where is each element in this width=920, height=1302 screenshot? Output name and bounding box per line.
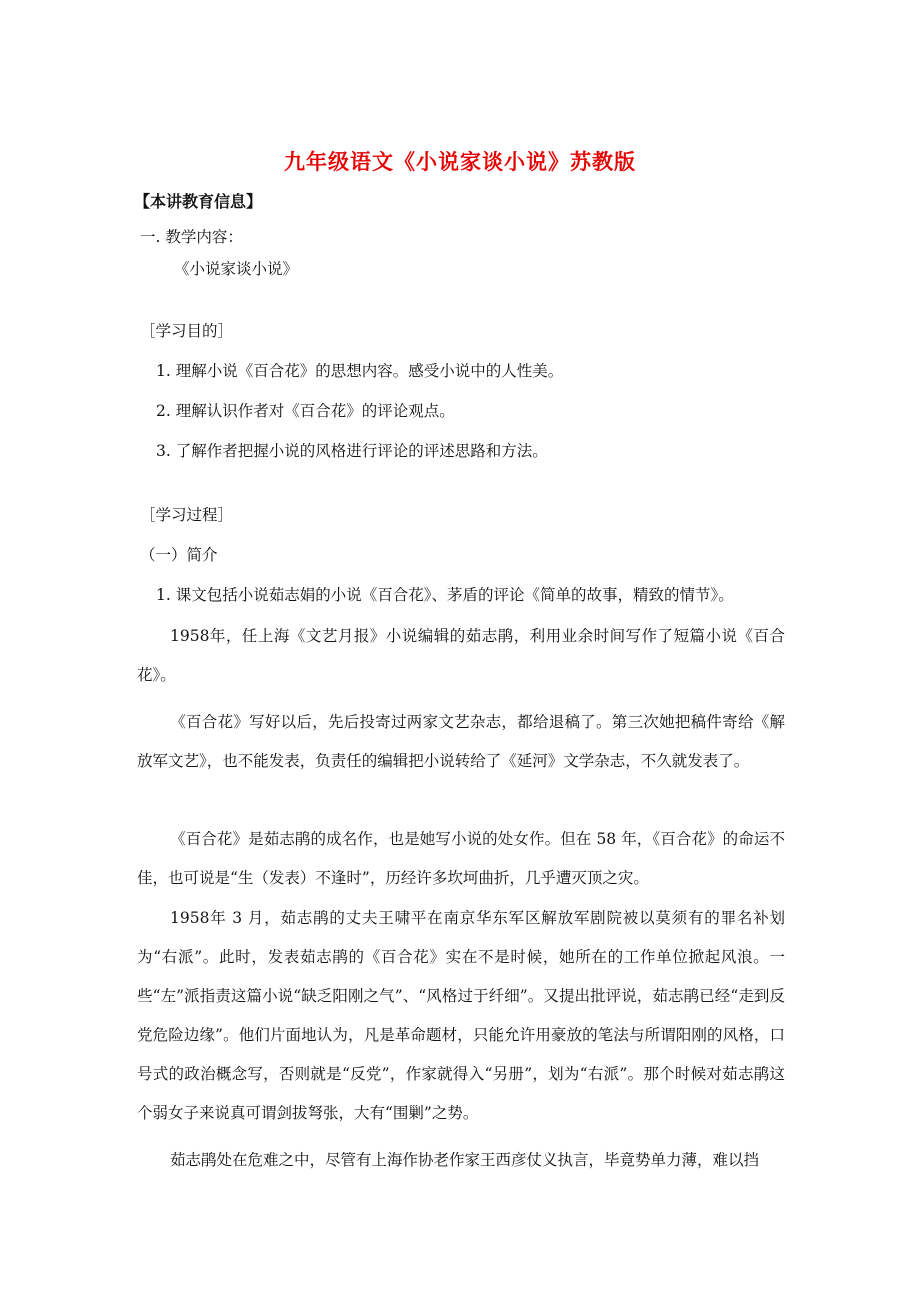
body-paragraph bbox=[137, 1141, 785, 1180]
paragraph-text: 《百合花》是茹志鹃的成名作，也是她写小说的处女作。但在 58 年，《百合花》的命运不佳，也可说是“生（发表）不逢时”，历经许多坎坷曲折，几乎遭灭顶之灾。 bbox=[137, 830, 785, 887]
goals-heading: ［学习目的］ bbox=[140, 322, 234, 340]
body-paragraph bbox=[137, 703, 785, 781]
info-heading: 【本讲教育信息】 bbox=[134, 192, 263, 211]
body-paragraph bbox=[137, 820, 785, 898]
paragraph-text: 1958年 3 月，茹志鹃的丈夫王啸平在南京华东军区解放军剧院被以莫须有的罪名补划为“右派”。此时，发表茹志鹃的《百合花》实在不是时候，她所在的工作单位掀起风浪。一些“左”派指责这篇小说“缺乏阳刚之气”、“风格过于纤细”。又提出批评说，茹志鹃已经“走到反党危险边缘”。他们片面地认为，凡是革命题材，只能允许用豪放的笔法与所谓阳刚的风格，口号式的政治概念写，否则就是“反党”，作家就得入“另册”，划为“右派”。那个时候对茹志鹃这个弱女子来说真可谓剑拔弩张，大有“围剿”之势。 bbox=[137, 909, 785, 1122]
document-title: 九年级语文《小说家谈小说》苏教版 bbox=[284, 149, 636, 174]
intro-item: 1. 课文包括小说茹志娟的小说《百合花》、茅盾的评论《简单的故事，精致的情节》。 bbox=[156, 586, 734, 604]
paragraph-text: 茹志鹃处在危难之中，尽管有上海作协老作家王西彦仗义执言，毕竟势单力薄，难以挡 bbox=[170, 1151, 760, 1169]
section-one-heading: 一. 教学内容： bbox=[140, 228, 243, 246]
body-paragraph bbox=[137, 617, 785, 695]
goal-item: 1. 理解小说《百合花》的思想内容。感受小说中的人性美。 bbox=[156, 362, 564, 380]
process-heading: ［学习过程］ bbox=[140, 506, 234, 524]
intro-heading: （一）简介 bbox=[140, 546, 218, 564]
lesson-title: 《小说家谈小说》 bbox=[174, 260, 299, 278]
paragraph-text: 《百合花》写好以后，先后投寄过两家文艺杂志，都给退稿了。第三次她把稿件寄给《解放军文艺》，也不能发表，负责任的编辑把小说转给了《延河》文学杂志，不久就发表了。 bbox=[137, 713, 785, 770]
goal-item: 3. 了解作者把握小说的风格进行评论的评述思路和方法。 bbox=[156, 442, 548, 460]
goal-item: 2. 理解认识作者对《百合花》的评论观点。 bbox=[156, 402, 455, 420]
paragraph-text: 1958年，任上海《文艺月报》小说编辑的茹志鹃，利用业余时间写作了短篇小说《百合花》。 bbox=[137, 627, 785, 684]
body-paragraph bbox=[137, 899, 785, 1133]
